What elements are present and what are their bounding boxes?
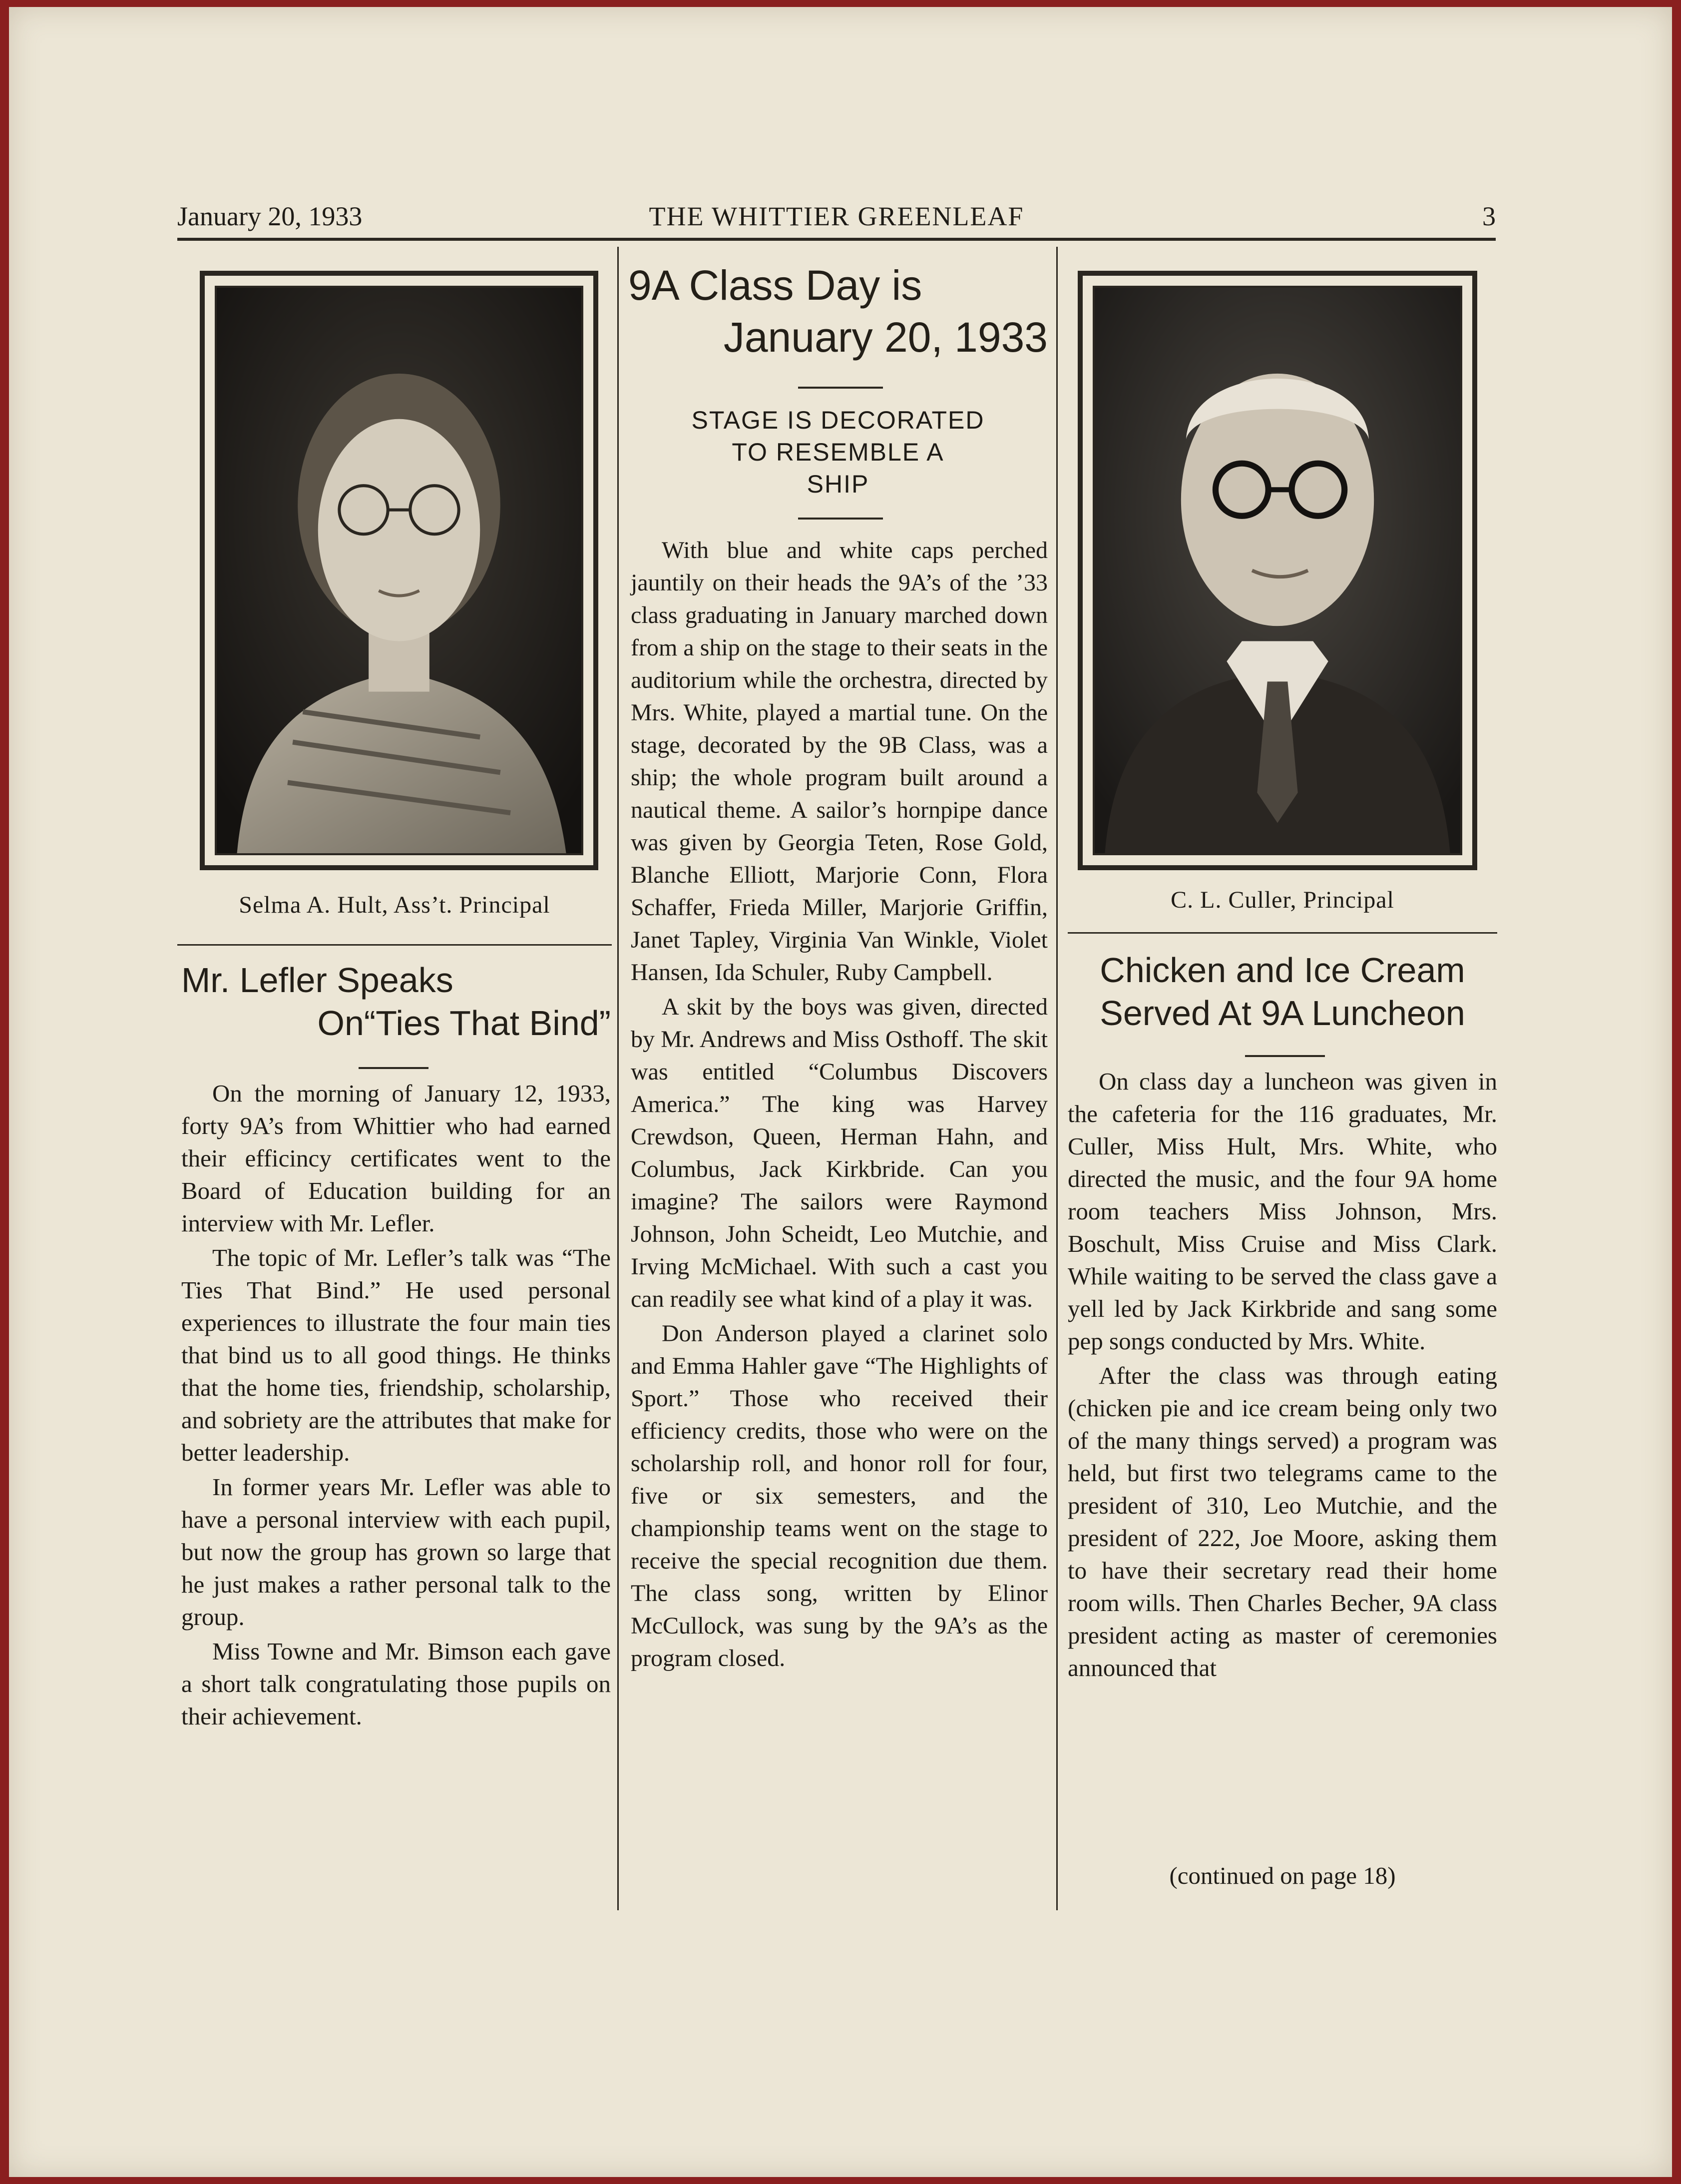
portrait-photo-culler bbox=[1078, 271, 1477, 870]
article-luncheon bbox=[1068, 1065, 1497, 1686]
page-header bbox=[177, 201, 1496, 236]
man-portrait-icon bbox=[1095, 288, 1460, 853]
subhead-stage-line1: STAGE IS DECORATED bbox=[691, 406, 985, 434]
portrait-photo-hult bbox=[200, 271, 598, 870]
column-divider-left bbox=[617, 247, 619, 1910]
article-lefler-paragraph: Miss Towne and Mr. Bimson each gave a short talk congratulating those pupils on their achievement. bbox=[181, 1638, 611, 1730]
headline-rule-right bbox=[1245, 1055, 1325, 1057]
headline-luncheon bbox=[1063, 949, 1502, 1035]
article-lefler bbox=[181, 1077, 611, 1734]
headline-luncheon-line2: Served At 9A Luncheon bbox=[1100, 994, 1465, 1033]
woman-portrait-icon bbox=[217, 288, 581, 853]
article-class-day bbox=[631, 534, 1048, 1676]
subhead-stage bbox=[628, 404, 1048, 500]
headline-lefler bbox=[181, 959, 611, 1045]
article-lefler-paragraph: The topic of Mr. Lefler’s talk was “The Ties That Bind.” He used personal experiences to illustrate the four main ties that bind us to all good things. He thinks that the home ties, friendship, scholarship, and sobriety are the attributes that make for better leadership. bbox=[181, 1244, 611, 1466]
photo-caption-culler: C. L. Culler, Principal bbox=[1171, 887, 1394, 913]
headline-rule-center bbox=[798, 387, 883, 389]
subhead-stage-line2: TO RESEMBLE A bbox=[732, 438, 944, 466]
headline-class-day-line1: 9A Class Day is bbox=[628, 262, 922, 309]
headline-lefler-line2: On“Ties That Bind” bbox=[317, 1004, 611, 1043]
article-lefler-paragraph: On the morning of January 12, 1933, forty 9A’s from Whittier who had earned their efficincy certificates went to the Board of Education building for an interview with Mr. Lefler. bbox=[181, 1080, 611, 1237]
article-class-day-paragraph: A skit by the boys was given, directed by Mr. Andrews and Miss Osthoff. The skit was entitled “Columbus Discovers America.” The king was Harvey Crewdson, Queen, Herman Hahn, and Columbus, Jack Kirkbride. Can you imagine? The sailors were Raymond Johnson, John Scheidt, Leo Mutchie, and Irving McMichael. With such a cast you can readily see what kind of a play it was. bbox=[631, 994, 1048, 1312]
photo-caption-hult: Selma A. Hult, Ass’t. Principal bbox=[239, 892, 550, 918]
article-luncheon-paragraph: On class day a luncheon was given in the cafeteria for the 116 graduates, Mr. Culler, Miss Hult, Mrs. White, who directed the music, and the four 9A home room teachers Miss Johnson, Mrs. Boschult, Miss Cruise and Miss Clark. While waiting to be served the class gave a yell led by Jack Kirkbride and sang some pep songs conducted by Mrs. White. bbox=[1068, 1068, 1497, 1355]
article-class-day-paragraph: Don Anderson played a clarinet solo and Emma Hahler gave “The Highlights of Sport.” Those who received their efficiency credits, those who were on the scholarship roll, and honor roll for four, five or six semesters, and the championship teams went on the stage to receive the special recognition due them. The class song, written by Elinor McCullock, was sung by the 9A’s as the program closed. bbox=[631, 1320, 1048, 1671]
continued-note: (continued on page 18) bbox=[1169, 1862, 1396, 1889]
header-date: January 20, 1933 bbox=[177, 201, 363, 231]
page-number: 3 bbox=[1482, 201, 1496, 231]
article-lefler-paragraph: In former years Mr. Lefler was able to have a personal interview with each pupil, but now the group has grown so large that he just makes a rather personal talk to the group. bbox=[181, 1473, 611, 1631]
subhead-rule-center bbox=[798, 518, 883, 520]
headline-luncheon-line1: Chicken and Ice Cream bbox=[1100, 951, 1465, 990]
article-luncheon-paragraph: After the class was through eating (chicken pie and ice cream being only two of the many things served) a program was held, but first two telegrams came to the president of 310, Leo Mutchie, and the president of 222, Joe Moore, asking them to have their secretary read their home room wills. Then Charles Becher, 9A class president acting as master of ceremonies announced that bbox=[1068, 1362, 1497, 1681]
caption-rule-right bbox=[1068, 932, 1497, 934]
headline-rule-left bbox=[359, 1067, 428, 1069]
newspaper-title: THE WHITTIER GREENLEAF bbox=[649, 201, 1024, 231]
article-class-day-paragraph: With blue and white caps perched jauntily on their heads the 9A’s of the ’33 class graduating in January marched down from a ship on the stage to their seats in the auditorium while the orchestra, directed by Mrs. White, played a martial tune. On the stage, decorated by the 9B Class, was a ship; the whole program built around a nautical theme. A sailor’s hornpipe dance was given by Georgia Teten, Rose Gold, Blanche Elliott, Marjorie Conn, Flora Schaffer, Frieda Miller, Marjorie Griffin, Janet Tapley, Virginia Van Winkle, Violet Hansen, Ida Schuler, Ruby Campbell. bbox=[631, 537, 1048, 986]
headline-class-day-line2: January 20, 1933 bbox=[723, 314, 1048, 361]
headline-lefler-line1: Mr. Lefler Speaks bbox=[181, 961, 453, 1000]
subhead-stage-line3: SHIP bbox=[807, 470, 869, 498]
newspaper-page bbox=[9, 7, 1672, 2177]
portrait-image bbox=[1093, 286, 1462, 855]
portrait-image bbox=[215, 286, 583, 855]
headline-class-day bbox=[628, 259, 1048, 363]
caption-rule-left bbox=[177, 944, 612, 946]
column-divider-right bbox=[1056, 247, 1058, 1910]
header-rule bbox=[177, 238, 1496, 241]
